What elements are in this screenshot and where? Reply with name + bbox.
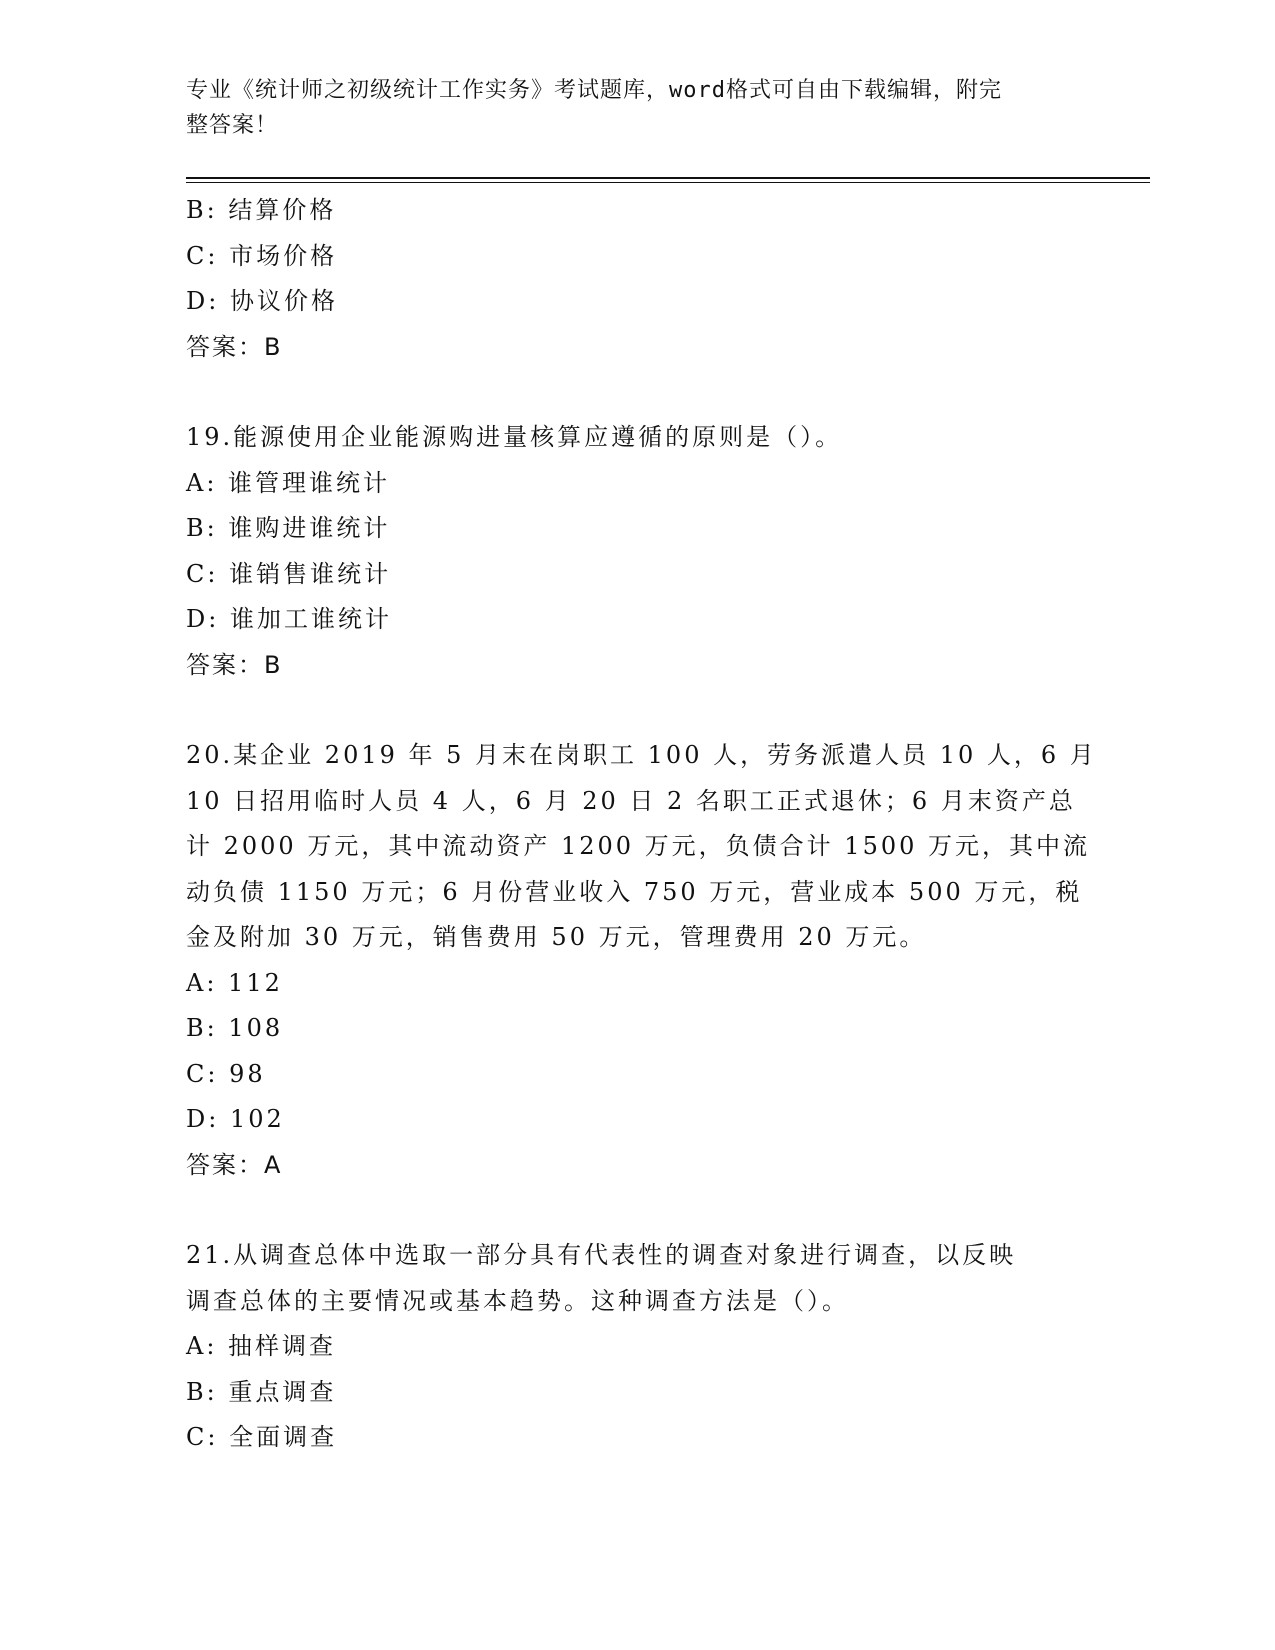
header-divider-thin	[186, 182, 1150, 183]
q18-answer: 答案：B	[186, 332, 283, 361]
question-19-block	[186, 415, 1086, 688]
q20-question-line: 计 2000 万元，其中流动资产 1200 万元，负债合计 1500 万元，其中流	[186, 832, 1091, 860]
q19-question: 19.能源使用企业能源购进量核算应遵循的原则是（）。	[186, 423, 843, 451]
q18-option-b: B: 结算价格	[186, 196, 337, 224]
q19-option-a: A: 谁管理谁统计	[186, 468, 391, 497]
q18-option-d: D: 协议价格	[186, 287, 338, 315]
header-line-2: 整答案！	[186, 113, 279, 138]
q19-option-d: D: 谁加工谁统计	[186, 605, 392, 633]
q20-answer: 答案：A	[186, 1150, 283, 1179]
q20-question-line: 动负债 1150 万元；6 月份营业收入 750 万元，营业成本 500 万元，税	[186, 877, 1083, 906]
header-line-1: 专业《统计师之初级统计工作实务》考试题库，word格式可自由下载编辑，附完	[186, 78, 1002, 103]
q20-option-c: C: 98	[186, 1059, 266, 1088]
q21-question-line: 21.从调查总体中选取一部分具有代表性的调查对象进行调查，以反映	[186, 1241, 1017, 1269]
spacer	[186, 370, 1086, 415]
q21-option-a: A: 抽样调查	[186, 1332, 337, 1360]
q20-option-a: A: 112	[186, 968, 283, 997]
q19-option-b: B: 谁购进谁统计	[186, 514, 391, 542]
q21-question	[186, 1233, 1066, 1324]
question-20-block	[186, 733, 1097, 1188]
q20-question-line: 10 日招用临时人员 4 人，6 月 20 日 2 名职工正式退休；6 月末资产总	[186, 786, 1076, 815]
q19-answer: 答案：B	[186, 650, 283, 679]
q19-option-c: C: 谁销售谁统计	[186, 559, 392, 588]
q20-option-d: D: 102	[186, 1105, 285, 1133]
q20-question-line: 20.某企业 2019 年 5 月末在岗职工 100 人，劳务派遣人员 10 人，6 月	[186, 741, 1097, 769]
q20-question-line: 金及附加 30 万元，销售费用 50 万元，管理费用 20 万元。	[186, 923, 927, 951]
document-body	[186, 188, 1097, 1461]
q20-question	[186, 733, 1097, 961]
spacer	[186, 688, 1086, 733]
question-18-block	[186, 188, 1086, 370]
question-21-block	[186, 1233, 1086, 1461]
q21-option-b: B: 重点调查	[186, 1377, 337, 1406]
q20-option-b: B: 108	[186, 1014, 284, 1042]
spacer	[186, 1188, 1086, 1233]
header-divider-thick	[186, 177, 1150, 179]
q18-option-c: C: 市场价格	[186, 241, 338, 270]
q21-question-line: 调查总体的主要情况或基本趋势。这种调查方法是（）。	[186, 1286, 849, 1315]
q21-option-c: C: 全面调查	[186, 1423, 338, 1451]
document-header	[186, 73, 1066, 143]
